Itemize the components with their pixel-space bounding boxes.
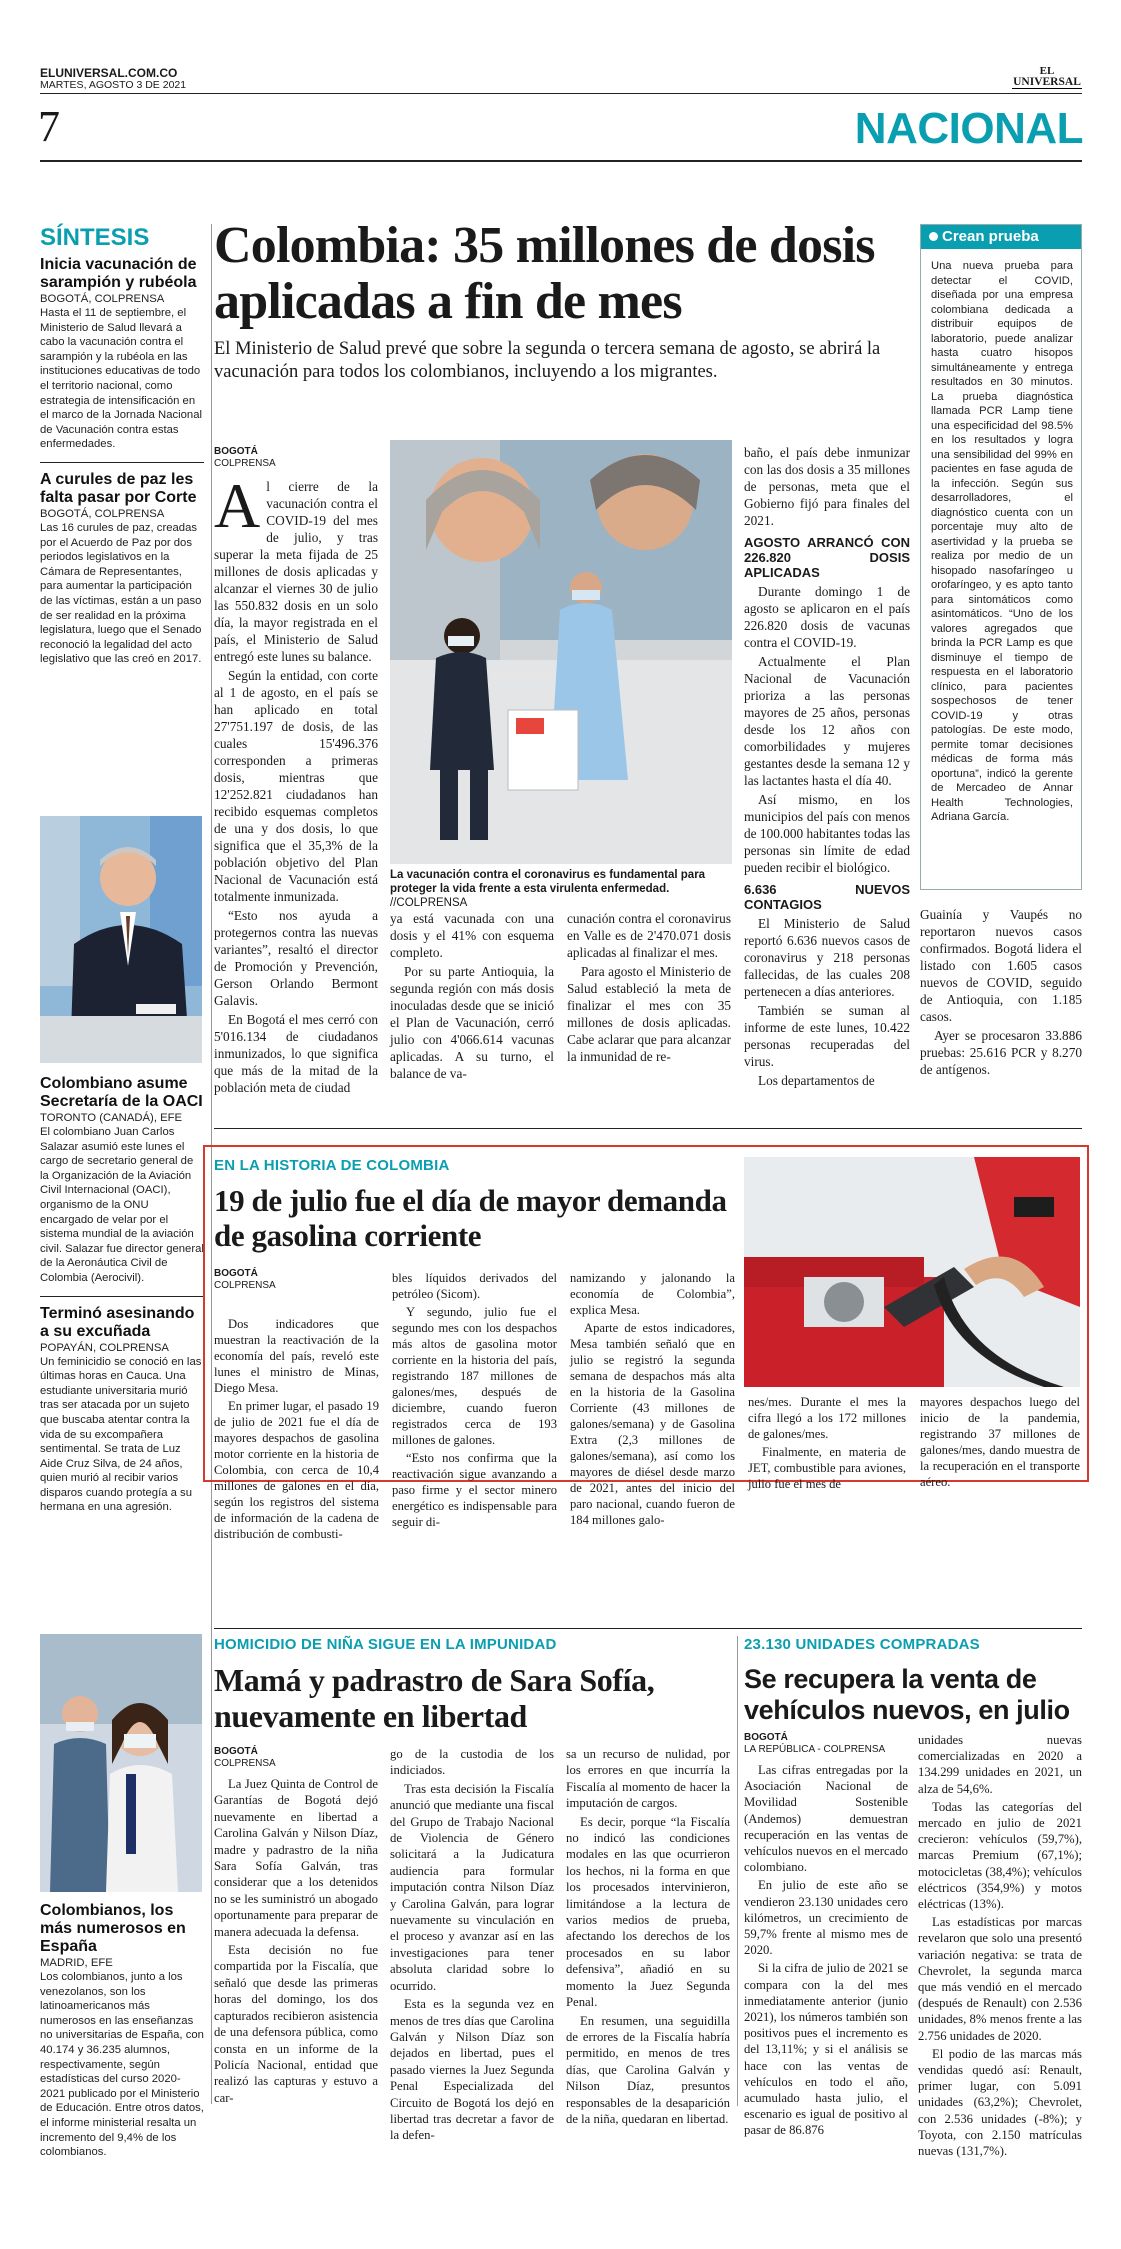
paragraph: El Ministerio de Salud reportó 6.636 nuevos casos de coronavirus y 218 personas fallecidas, de las cuales 208 pertenecen a días anteriores. <box>744 916 910 999</box>
caption-text: La vacunación contra el coronavirus es fundamental para proteger la vida frente a esta virulenta enfermedad. <box>390 869 706 895</box>
paragraph: Para agosto el Ministerio de Salud estableció la meta de finalizar el mes con 35 millones de dosis aplicadas. Cabe aclarar que para alcanzar la inmunidad de re- <box>567 964 731 1064</box>
brief-text: Los colombianos, junto a los venezolanos, son los latinoamericanos más numerosos en las enseñanzas no universitarias de España, con 40.174 y 36.235 alumnos, respectivamente, según estadísticas del curso 2020-2021 publicado por el Ministerio de Educación. Entre otros datos, el informe ministerial resalta un incremento del 9,4% de los colombianos. <box>40 1971 204 2159</box>
page-number: 7 <box>38 102 60 151</box>
paragraph: En primer lugar, el pasado 19 de julio de 2021 fue el día de mayores despachos de gasolina motor corriente en la historia de Colombia, con cerca de 10,4 millones de galones en el día, según los registros del sistema de información de la cadena de distribución de combusti- <box>214 1399 379 1541</box>
sidebar-brief <box>40 1305 204 1516</box>
logo-top: EL <box>1039 65 1055 77</box>
paragraph: “Esto nos ayuda a protegernos contra las nuevas variantes”, resaltó el director de Promoción y Prevención, Gerson Orlando Bermont Galavis. <box>214 908 378 1008</box>
paragraph: Tras esta decisión la Fiscalía anunció que mediante una fiscal del Grupo de Trabajo Nacional de Violencia de Género solicitará a la Judicatura audiencia para formular imputación contra Nilson Díaz y Carolina Galván, para lograr nuevamente su vinculación en el proceso y avanzar así en las investigaciones para tener absoluta claridad sobre lo ocurrido. <box>390 1781 554 1993</box>
byline-agency: COLPRENSA <box>214 458 276 469</box>
byline-agency: LA REPÚBLICA - COLPRENSA <box>744 1744 886 1755</box>
main-col-2 <box>390 910 554 1084</box>
masthead-site: ELUNIVERSAL.COM.CO <box>40 66 178 80</box>
cars-byline <box>744 1732 908 1756</box>
byline-place: BOGOTÁ <box>214 1746 258 1757</box>
box-text: Una nueva prueba para detectar el COVID, diseñada por una empresa colombiana dedicada a distribuir equipos de laboratorio, puede analizar hasta cuatro hisopos simultáneamente y entrega resultados en 30 minutos. La prueba diagnóstica llamada PCR Lamp tiene una especificidad del 98.5% en los resultados y logra una sensibilidad del 99% en pacientes en fase aguda de la infección. Según sus desarrolladores, el diagnóstico cuenta con un porcentaje muy alto de asertividad y la prueba se realiza por medio de un hisopado nasofaríngeo u orofaríngeo, y es apto tanto para sintomáticos como asintomáticos. “Uno de los valores agregados que brinda la PCR Lamp es que disminuye el tiempo de respuesta en el laboratorio clínico, para pacientes sospechosos de tener COVID-19 y otras patologías. De este modo, permite tomar decisiones médicas de forma más oportuna”, indicó la gerente de Mercadeo de Annar Health Technologies, Adriana García. <box>931 260 1073 823</box>
gas-col-1 <box>214 1316 379 1544</box>
vaccination-caption <box>390 868 732 910</box>
byline-agency: COLPRENSA <box>214 1280 276 1291</box>
section-title: NACIONAL <box>854 104 1083 153</box>
brief-headline: A curules de paz les falta pasar por Corte <box>40 470 197 506</box>
paragraph: namizando y jalonando la economía de Colombia”, explica Mesa. <box>570 1271 735 1317</box>
brief-headline: Colombiano asume Secretaría de la OACI <box>40 1075 203 1110</box>
sidebar-lower <box>40 1075 204 1515</box>
section-rule <box>40 160 1082 162</box>
paragraph: Guainía y Vaupés no reportaron nuevos casos confirmados. Bogotá lidera el listado con 1.605 casos nuevos de COVID, seguido de Antioquia, con 1.185 casos. <box>920 907 1082 1024</box>
paragraph: Esta es la segunda vez en menos de tres días que Carolina Galván y Nilson Díaz son dejados en libertad, pues el pasado viernes la Juez Segunda Penal Especializada del Circuito de Bogotá los dejó en libertad tras decretar a favor de la defen- <box>390 1997 554 2143</box>
main-col-5 <box>920 906 1082 1080</box>
box-header <box>921 225 1081 249</box>
sidebar-brief <box>40 256 204 452</box>
paragraph: Todas las categorías del mercado en julio de 2021 crecieron: vehículos (59,7%), marcas Premium (67,1%); motocicletas (38,4%); vehículos eléctricos (354,9%) y motos eléctricas (13%). <box>918 1799 1082 1912</box>
cars-headline: Se recupera la venta de vehículos nuevos, en julio <box>744 1664 1070 1725</box>
bullet-icon <box>929 232 938 241</box>
gas-headline: 19 de julio fue el día de mayor demanda de gasolina corriente <box>214 1183 727 1253</box>
students-photo <box>40 1634 202 1892</box>
paragraph: nes/mes. Durante el mes la cifra llegó a los 172 millones de galones/mes. <box>748 1395 906 1441</box>
sidebar-brief <box>40 1902 204 2160</box>
masthead-logo <box>1012 66 1082 89</box>
main-headline: Colombia: 35 millones de dosis aplicadas a fin de mes <box>214 217 875 330</box>
main-byline <box>214 446 276 470</box>
caption-credit: //COLPRENSA <box>390 897 468 909</box>
paragraph: Durante domingo 1 de agosto se aplicaron en el país 226.820 dosis de vacunas contra el COVID-19. <box>744 584 910 650</box>
main-col-4 <box>744 444 910 1091</box>
sara-col-1 <box>214 1776 378 2108</box>
drop-cap: A <box>214 470 261 541</box>
sara-kicker: HOMICIDIO DE NIÑA SIGUE EN LA IMPUNIDAD <box>214 1636 557 1653</box>
paragraph: Las cifras entregadas por la Asociación Nacional de Movilidad Sostenible (Andemos) demuestran recuperación en las ventas de vehículos nuevos en el mercado colombiano. <box>744 1763 908 1875</box>
gas-col-4 <box>748 1394 906 1494</box>
paragraph: Según la entidad, con corte al 1 de agosto, en el país se han aplicado en total 27'751.197 de dosis, de las cuales 15'496.376 corresponden a primeras dosis, mientras que 12'252.821 ciudadanos han recibido esquemas completos de una y dos dosis, lo que significa que el 35,3% de la población objetivo del Plan Nacional de Vacunación está totalmente inmunizada. <box>214 668 378 904</box>
byline-place: BOGOTÁ <box>744 1732 788 1743</box>
paragraph: Si la cifra de julio de 2021 se compara con la del mes inmediatamente anterior (junio 2021), los números también son positivos pues el incremento es del 13,11%; y si el análisis se hace con las ventas de vehículos en todo el año, acumulado hasta julio, el escenario es igual de positivo al pasar de 86.876 <box>744 1961 908 2138</box>
crean-prueba-box <box>920 224 1082 890</box>
byline-place: BOGOTÁ <box>214 1268 258 1279</box>
paragraph: Así mismo, en los municipios del país con menos de 100.000 habitantes todas las personas sin límite de edad pueden recibir el biológico. <box>744 792 910 875</box>
sidebar-brief <box>40 471 204 667</box>
masthead-date: MARTES, AGOSTO 3 DE 2021 <box>40 79 187 91</box>
paragraph: mayores despachos luego del inicio de la pandemia, registrando 37 millones de galones/mes, dando muestra de la recuperación en el transporte aéreo. <box>920 1395 1080 1489</box>
cars-kicker: 23.130 UNIDADES COMPRADAS <box>744 1636 980 1653</box>
paragraph: unidades nuevas comercializadas en 2020 a 134.299 unidades en 2021, un alza de 54,6%. <box>918 1733 1082 1796</box>
sara-byline <box>214 1746 276 1770</box>
paragraph: Aparte de estos indicadores, Mesa también señaló que en julio se registró la segunda semana de despachos más alta en la historia de la Gasolina Corriente (43 millones de galones/semana) y de Gasolina Extra (2,3 millones de galones/semana), así como los mayores de diésel desde marzo de 2021, antes del inicio del paro nacional, cuando fueron de 184 millones galo- <box>570 1321 735 1527</box>
masthead-rule <box>40 93 1082 94</box>
gas-byline <box>214 1268 276 1292</box>
gas-col-2 <box>392 1270 557 1532</box>
cars-col-2 <box>918 1732 1082 2161</box>
paragraph: “Esto nos confirma que la reactivación sigue avanzando a paso firme y el sector minero energético es indispensable para seguir di- <box>392 1451 557 1529</box>
brief-text: El colombiano Juan Carlos Salazar asumió este lunes el cargo de secretario general de la Organización de la Aviación Civil Internacional (OACI), organismo de la ONU encargado de velar por el sistema mundial de la aviación civil. Salazar fue director general de la Aeronáutica Civil de Colombia (Aerocivil). <box>40 1126 204 1284</box>
paragraph: Los departamentos de <box>758 1073 875 1088</box>
logo-bottom: UNIVERSAL <box>1013 76 1081 88</box>
brief-headline: Colombianos, los más numerosos en España <box>40 1902 186 1955</box>
paragraph: cunación contra el coronavirus en Valle es de 2'470.071 dosis aplicadas al finalizar el mes. <box>567 911 731 960</box>
column-divider <box>737 1636 738 2106</box>
subhead-agosto: AGOSTO ARRANCÓ CON 226.820 DOSIS APLICADAS <box>744 535 910 580</box>
paragraph: l cierre de la vacunación contra el COVID-19 del mes de julio, y tras superar la meta fijada de 25 millones de dosis aplicadas y alcanzar el viernes 30 de julio las 550.832 dosis en un solo día, la mayor registrada en el país, el Ministerio de Salud entregó este lunes su balance. <box>214 479 378 664</box>
sara-col-2 <box>390 1746 554 2146</box>
paragraph: En Bogotá el mes cerró con 5'016.134 de ciudadanos inmunizados, lo que significa que más de la mitad de la población meta de ciudad <box>214 1012 378 1095</box>
main-col-3 <box>567 910 731 1067</box>
paragraph: Las estadísticas por marcas revelaron que solo una presentó variación negativa: se trata de Chevrolet, la segunda marca que más vendió en el mercado (después de Renault) con 2.536 unidades, 8% menos frente a las 2.756 unidades de 2020. <box>918 1915 1082 2043</box>
box-title: Crean prueba <box>942 228 1039 245</box>
brief-text: Un feminicidio se conoció en las últimas horas en Cauca. Una estudiante universitaria murió tras ser atacada por un sujeto que buscaba atentar contra la vida de su excompañera sentimental. Se trata de Luz Aide Cruz Silva, de 24 años, quien murió al recibir varios disparos cuando protegía a su hermana en una agresión. <box>40 1355 202 1514</box>
brief-headline: Terminó asesinando a su excuñada <box>40 1304 195 1340</box>
byline-place: BOGOTÁ <box>214 446 258 457</box>
paragraph: Es decir, porque “la Fiscalía no indicó las condiciones modales en las que ocurrieron los hechos, ni la forma en que los procesados intervinieron, limitándose a la lectura de varios medios de prueba, afectando los derechos de los procesados en su labor defensiva”, añadió en su momento la Juez Segunda Penal. <box>566 1814 730 2010</box>
sidebar-title: SÍNTESIS <box>40 224 150 251</box>
paragraph: sa un recurso de nulidad, por los errores en que incurría la Fiscalía al momento de hacer la imputación de cargos. <box>566 1747 730 1811</box>
brief-text: Las 16 curules de paz, creadas por el Acuerdo de Paz por dos periodos legislativos en la Cámara de Representantes, para aumentar la participación de las víctimas, están a un paso de ser realidad en la próxima legislatura, luego que el Senado reconoció la legalidad del acto legislativo que las creó en 2017. <box>40 521 202 666</box>
paragraph: bles líquidos derivados del petróleo (Sicom). <box>392 1271 557 1301</box>
brief-text: Hasta el 11 de septiembre, el Ministerio de Salud llevará a cabo la vacunación contra el sarampión y la rubéola en las instituciones educativas de todo el territorio nacional, como estrategia de intensificación en el marco de la Jornada Nacional de Vacunación contra estas enfermedades. <box>40 307 203 451</box>
gas-col-5 <box>920 1394 1080 1492</box>
paragraph: Ayer se procesaron 33.886 pruebas: 25.616 PCR y 8.270 de antígenos. <box>920 1028 1082 1077</box>
gas-kicker: EN LA HISTORIA DE COLOMBIA <box>214 1157 450 1174</box>
paragraph: El podio de las marcas más vendidas quedó así: Renault, primer lugar, con 5.091 unidades (63,2%); Chevrolet, con 2.536 unidades (-8%); y Toyota, con 2.150 matrículas nuevas (131,7%). <box>918 2046 1082 2159</box>
paragraph: También se suman al informe de este lunes, 10.422 personas recuperadas del virus. <box>744 1003 910 1069</box>
paragraph: go de la custodia de los indiciados. <box>390 1747 554 1778</box>
paragraph: Y segundo, julio fue el segundo mes con los despachos más altos de gasolina motor corriente en la historia del país, registrando 187 millones de galones/mes, después de diciembre, cuando fueron registrados cerca de 193 millones de galones. <box>392 1305 557 1447</box>
gas-pump-photo <box>744 1157 1080 1387</box>
sara-headline: Mamá y padrastro de Sara Sofía, nuevamente en libertad <box>214 1662 655 1734</box>
paragraph: Finalmente, en materia de JET, combustible para aviones, julio fue el mes de <box>748 1445 906 1491</box>
vaccination-photo <box>390 440 732 864</box>
cars-col-1 <box>744 1762 908 2141</box>
brief-meta: MADRID, EFE <box>40 1957 113 1969</box>
paragraph: Actualmente el Plan Nacional de Vacunación prioriza a las personas mayores de 25 años, personas desde los 12 años con comorbilidades y mujeres gestantes desde la semana 12 y las lactantes hasta el día 40. <box>744 654 910 788</box>
salazar-photo <box>40 816 202 1063</box>
main-deck: El Ministerio de Salud prevé que sobre la segunda o tercera semana de agosto, se abrirá la vacunación para todos los colombianos, incluyendo a los migrantes. <box>214 339 881 382</box>
gas-col-3 <box>570 1270 735 1530</box>
brief-meta: TORONTO (CANADÁ), EFE <box>40 1112 183 1124</box>
main-col-1 <box>214 470 378 1098</box>
paragraph: ya está vacunada con una dosis y el 41% con esquema completo. <box>390 911 554 960</box>
sara-col-3 <box>566 1746 730 2129</box>
subhead-contagios: 6.636 NUEVOS CONTAGIOS <box>744 882 910 912</box>
paragraph: En julio de este año se vendieron 23.130 unidades cero kilómetros, un crecimiento de 59,7% frente al mismo mes de 2020. <box>744 1878 908 1958</box>
paragraph: baño, el país debe inmunizar con las dos dosis a 35 millones de personas, meta que el Gobierno fijó para finales del 2021. <box>744 445 910 528</box>
brief-headline: Inicia vacunación de sarampión y rubéola <box>40 256 197 291</box>
brief-meta: BOGOTÁ, COLPRENSA <box>40 293 165 305</box>
brief-meta: POPAYÁN, COLPRENSA <box>40 1341 169 1354</box>
paragraph: La Juez Quinta de Control de Garantías de Bogotá dejó nuevamente en libertad a Carolina Galván y Nilson Díaz, madre y padrastro de la niña Sara Sofía Galván, tras considerar que a los detenidos no se les suministró un abogado oportunamente para preparar de manera adecuada la defensa. <box>214 1777 378 1939</box>
paragraph: Dos indicadores que muestran la reactivación de la economía del país, reveló este lunes el ministro de Minas, Diego Mesa. <box>214 1317 379 1395</box>
brief-meta: BOGOTÁ, COLPRENSA <box>40 507 165 520</box>
paragraph: En resumen, una seguidilla de errores de la Fiscalía habría permitido, en menos de tres días, que Carolina Galván y Nilson Díaz, presuntos responsables de la desaparición de la niña, quedaran en libertad. <box>566 2013 730 2126</box>
sidebar <box>40 224 204 667</box>
paragraph: Esta decisión no fue compartida por la Fiscalía, que señaló que desde las primeras horas del domingo, los dos capturados recibieron asistencia de una defensora pública, como consta en un informe de la Policía Nacional, entidad que realizó las capturas y estuvo a car- <box>214 1943 378 2105</box>
sidebar-brief <box>40 1075 204 1286</box>
paragraph: Por su parte Antioquia, la segunda región con más dosis inoculadas desde que se inició el Plan de Vacunación, cerró julio con 4'066.614 vacunas aplicadas. A su turno, el balance de va- <box>390 964 554 1081</box>
gas-top-rule <box>214 1128 1082 1129</box>
byline-agency: COLPRENSA <box>214 1758 276 1769</box>
lower-top-rule <box>214 1628 1082 1629</box>
sidebar-bottom <box>40 1902 204 2160</box>
